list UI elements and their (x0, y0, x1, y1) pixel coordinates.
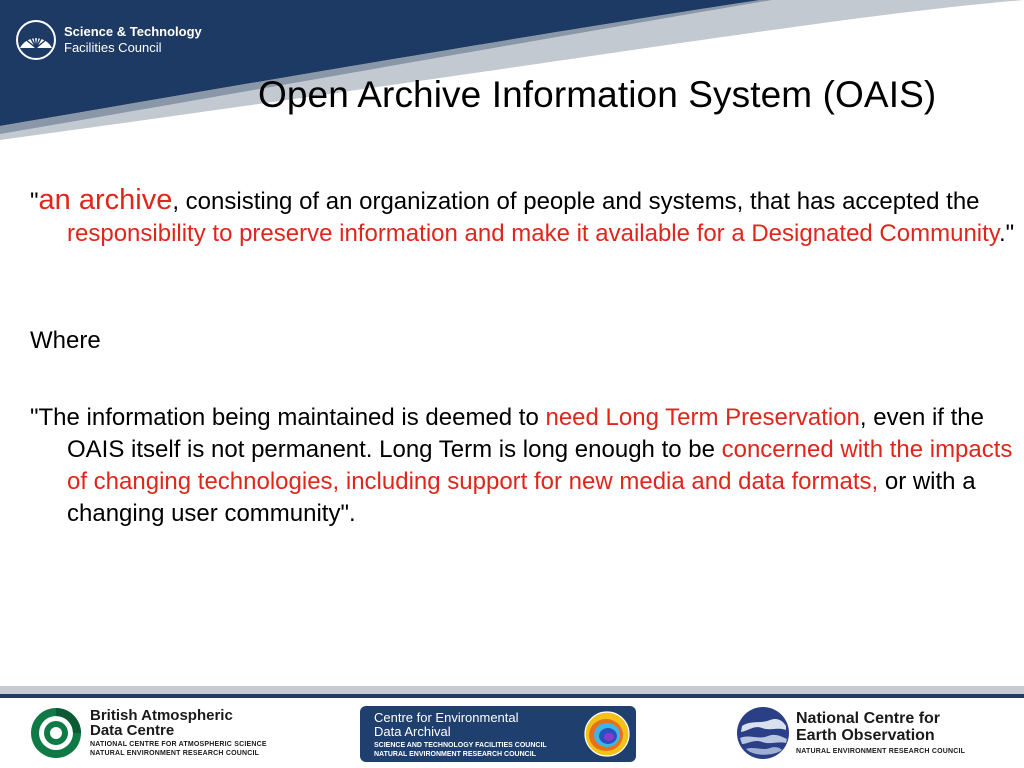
definition-text-1: , consisting of an organization of people and systems, that has accepted the (172, 188, 980, 215)
definition-highlight-1: responsibility to preserve information and make it available for a Designated Community (67, 220, 1000, 247)
term-an-archive: an archive (38, 184, 173, 216)
quote-mark: " (30, 188, 39, 215)
badc-emblem-icon (30, 707, 82, 759)
badc-name-line2: Data Centre (90, 722, 175, 739)
sunburst-icon (14, 18, 58, 62)
footer-divider-light (0, 686, 1024, 694)
longterm-highlight-2: concerned with the impacts of changing technologies, including support for new media and data formats, (67, 436, 1013, 495)
nceo-logo (736, 704, 965, 762)
neodc-name-line1: Centre for Environmental (374, 710, 519, 725)
definition-text-2: ." (999, 220, 1015, 247)
neodc-name-line2: Data Archival (374, 724, 451, 739)
badc-sub-line1: NATIONAL CENTRE FOR ATMOSPHERIC SCIENCE (90, 741, 267, 748)
nceo-sub-line1: NATURAL ENVIRONMENT RESEARCH COUNCIL (796, 748, 966, 755)
neodc-sub-line2: NATURAL ENVIRONMENT RESEARCH COUNCIL (374, 751, 536, 758)
ozone-globe-icon (582, 708, 632, 760)
stfc-logo (14, 18, 202, 62)
slide-title: Open Archive Information System (OAIS) (258, 74, 937, 115)
longterm-text-1: "The information being maintained is deemed to (30, 404, 546, 431)
earth-globe-icon (736, 706, 790, 760)
where-label: Where (30, 327, 101, 354)
badc-name-line1: British Atmospheric (90, 707, 233, 724)
longterm-highlight-1: need Long Term Preservation (545, 404, 860, 431)
archive-definition-paragraph (30, 184, 1024, 250)
org-name-line2: Facilities Council (64, 40, 162, 55)
nceo-name-line2: Earth Observation (796, 727, 935, 744)
footer-divider-dark (0, 694, 1024, 698)
neodc-logo (360, 705, 636, 763)
longterm-text-2: , even if the OAIS itself is not permanent. Long Term is long enough to be (67, 404, 984, 463)
org-name-line1: Science & Technology (64, 24, 202, 39)
neodc-sub-line1: SCIENCE AND TECHNOLOGY FACILITIES COUNCIL (374, 742, 547, 749)
badc-sub-line2: NATURAL ENVIRONMENT RESEARCH COUNCIL (90, 750, 260, 757)
nceo-name-line1: National Centre for (796, 710, 941, 727)
long-term-definition-paragraph (30, 402, 1024, 530)
longterm-text-3: or with a changing user community". (67, 468, 976, 527)
neodc-box (360, 706, 636, 762)
badc-logo (30, 704, 267, 762)
